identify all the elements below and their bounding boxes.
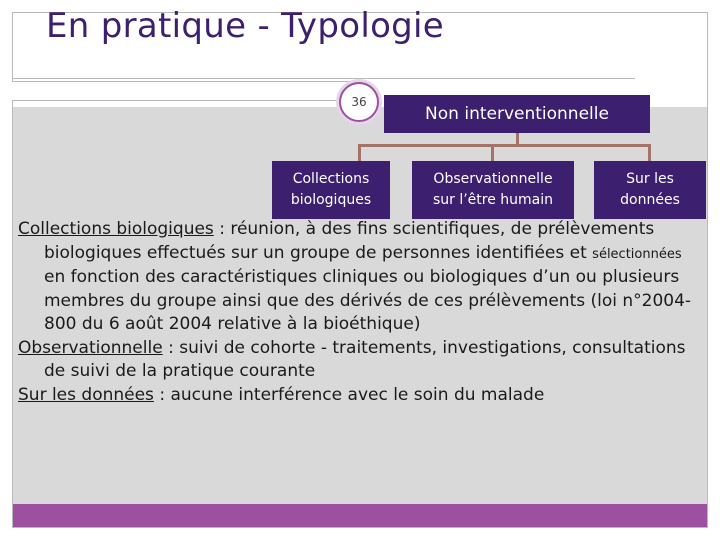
diagram-node-collections <box>272 161 390 219</box>
definitions-text <box>18 218 702 407</box>
diagram-node-donnees <box>594 161 706 219</box>
connector-child-3 <box>648 144 651 161</box>
connector-child-1 <box>358 144 361 161</box>
node-label: Observationnelle sur l’être humain <box>432 171 554 208</box>
definition-term: Collections biologiques <box>18 219 214 239</box>
slide-title: En pratique - Typologie <box>46 6 445 46</box>
diagram-root-node: Non interventionnelle <box>384 95 650 133</box>
diagram-node-observationnelle <box>412 161 574 219</box>
definition-term: Sur les données <box>18 384 154 405</box>
title-divider <box>13 78 635 79</box>
definition-term: Observationnelle <box>18 337 163 358</box>
node-label: Sur les données <box>620 171 680 208</box>
definition-text-small: sélectionnées <box>592 246 682 262</box>
definition-donnees <box>18 384 702 408</box>
definition-observationnelle <box>18 337 702 384</box>
definition-text: : suivi de cohorte - traitements, investigations, consultations de suivi de la pratique courante <box>44 337 686 381</box>
connector-child-2 <box>491 144 494 161</box>
header-band <box>12 81 358 101</box>
definition-text: en fonction des caractéristiques cliniques ou biologiques d’un ou plusieurs membres du groupe ainsi que des dérivés de ces prélèvements (loi n°2004-800 du 6 août 2004 relative à la bioéthique) <box>44 267 692 334</box>
definition-text: : aucune interférence avec le soin du malade <box>153 384 545 405</box>
definition-collections <box>18 218 702 337</box>
node-label: Collections biologiques <box>290 171 372 208</box>
page-number-badge: 36 <box>339 82 379 122</box>
definition-text: : réunion, à des fins scientifiques, de prélèvements biologiques effectués sur un groupe de personnes identifiées et <box>44 219 655 263</box>
footer-bar <box>13 504 707 527</box>
connector-horizontal <box>358 144 651 147</box>
